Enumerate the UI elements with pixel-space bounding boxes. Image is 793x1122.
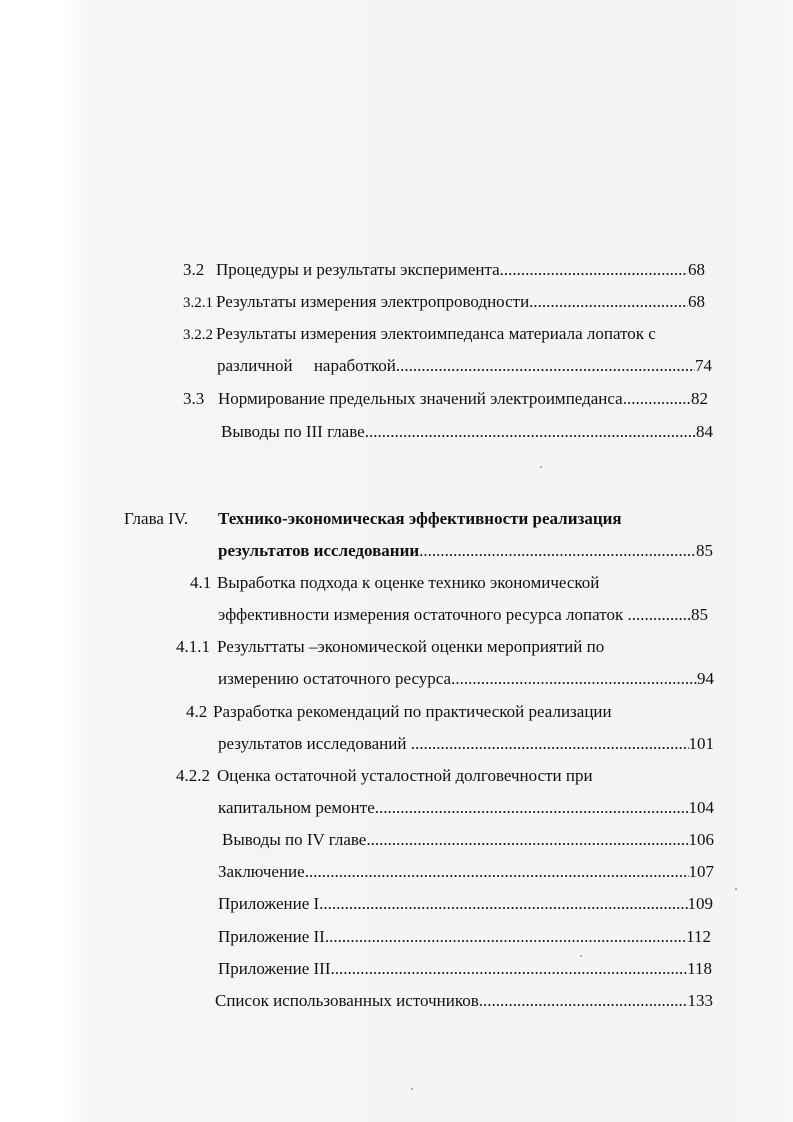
toc-entry-appendix-2 [218,926,711,948]
chapter-title: Технико-экономическая эффективности реализация [218,509,622,528]
toc-leader [623,388,691,410]
toc-page-number: 109 [687,894,713,913]
toc-title: различной наработкой [217,356,396,375]
toc-entry-4-2 [186,701,696,723]
toc-leader [627,604,691,626]
toc-leader [365,421,696,443]
toc-entry-3-2-1 [183,291,705,314]
toc-entry-chapter-4-cont [218,540,713,562]
toc-title: Результаты измерения электропроводности [216,292,530,311]
toc-title: капитальном ремонте [218,798,375,817]
toc-number: 4.2.2 [176,766,210,785]
toc-title: измерению остаточного ресурса [218,669,452,688]
toc-title: Список использованных источников [215,991,479,1010]
toc-number: 3.3 [183,389,205,408]
toc-page-number: 133 [687,991,713,1010]
toc-title: Приложение II [218,927,325,946]
toc-entry-4-1 [190,572,690,594]
toc-entry-3-2-2-cont [217,355,712,377]
toc-page-number: 107 [688,862,714,881]
toc-leader [319,893,687,915]
toc-leader [366,829,688,851]
toc-entry-chapter-4 [124,508,684,530]
toc-entry-4-2-cont [218,733,714,755]
toc-title: Приложение I [218,894,320,913]
toc-leader [396,355,695,377]
scan-speck [735,888,737,890]
toc-leader [500,259,688,281]
toc-page-number: 68 [688,260,705,279]
toc-page-number: 112 [686,927,711,946]
toc-leader [305,861,689,883]
toc-title: Выводы по IV главе [222,830,367,849]
toc-entry-conclusions-4 [222,829,714,851]
toc-title: Выводы по III главе [221,422,365,441]
toc-entry-3-2-2 [183,323,723,346]
toc-title: Процедуры и результаты эксперимента [216,260,500,279]
scan-speck [540,466,542,468]
toc-page-number: 118 [687,959,712,978]
toc-entry-references [215,990,713,1012]
toc-page-number: 101 [688,734,714,753]
toc-entry-4-1-cont [218,604,708,626]
toc-title: Нормирование предельных значений электроимпеданса [218,389,623,408]
toc-leader [451,668,697,690]
toc-entry-4-1-1-cont [218,668,714,690]
toc-number: 4.1.1 [176,637,210,656]
toc-leader [419,540,696,562]
toc-entry-appendix-3 [218,958,712,980]
toc-entry-conclusion [218,861,714,883]
toc-title: Выработка подхода к оценке технико экономической [217,573,600,592]
toc-page-number: 68 [688,292,705,311]
toc-page-number: 85 [691,605,708,624]
toc-page-number: 104 [688,798,714,817]
toc-title: эффективности измерения остаточного ресурса лопаток [218,605,628,624]
toc-number: 4.2 [186,702,208,721]
toc-title: Оценка остаточной усталостной долговечности при [217,766,593,785]
toc-title: результатов исследований [218,734,411,753]
toc-number: 3.2.1 [183,295,213,311]
toc-leader [411,733,689,755]
toc-leader [375,797,689,819]
toc-leader [330,958,687,980]
toc-page-number: 94 [697,669,714,688]
toc-entry-4-2-2-cont [218,797,714,819]
chapter-title: результатов исследовании [218,541,420,560]
toc-entry-4-1-1 [176,636,676,658]
toc-number: 4.1 [190,573,212,592]
toc-title: Заключение [218,862,305,881]
scan-speck [411,1088,413,1090]
toc-page-number: 106 [688,830,714,849]
toc-leader [479,990,688,1012]
toc-number: 3.2.2 [183,327,213,343]
chapter-label: Глава IV. [124,509,189,528]
toc-title: Разработка рекомендаций по практической реализации [213,702,612,721]
toc-title: Приложение III [218,959,331,978]
toc-entry-conclusions-3 [221,421,713,443]
toc-page-number: 85 [696,541,713,560]
scan-speck [580,955,582,957]
toc-page-number: 82 [691,389,708,408]
toc-title: Результтаты –экономической оценки мероприятий по [217,637,605,656]
toc-page-number: 74 [695,356,712,375]
toc-leader [529,291,688,313]
toc-number: 3.2 [183,260,205,279]
toc-entry-4-2-2 [176,765,646,787]
toc-title: Результаты измерения электоимпеданса материала лопаток с [216,324,656,343]
toc-entry-3-3 [183,388,708,410]
toc-leader [325,926,686,948]
toc-page-number: 84 [696,422,713,441]
toc-entry-appendix-1 [218,893,713,915]
toc-entry-3-2 [183,259,705,281]
